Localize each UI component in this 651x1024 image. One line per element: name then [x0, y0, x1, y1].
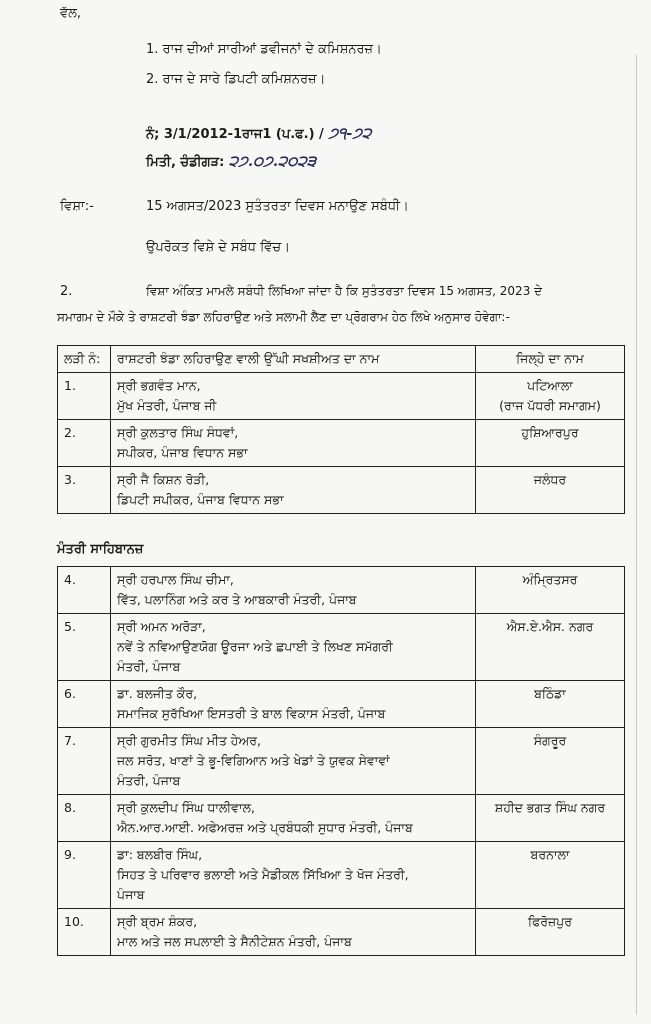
table-row — [58, 420, 625, 467]
row-serial: 10. — [58, 909, 111, 956]
row-district: ਫਿਰੋਜ਼ਪੁਰ — [476, 909, 625, 956]
table-row — [58, 728, 625, 795]
row-serial: 4. — [58, 567, 111, 614]
header-serial: ਲੜੀ ਨੰ: — [58, 346, 111, 373]
row-district: ਹੁਸ਼ਿਆਰਪੁਰ — [476, 420, 625, 467]
reference-number-printed: ਨੰ; 3/1/2012-1ਰਾਜ1 (ਪ.ਫ.) / — [146, 127, 324, 142]
row-name: ਡਾ. ਬਲਜੀਤ ਕੌਰ, — [117, 686, 198, 701]
row-name: ਸ੍ਰੀ ਕੁਲਤਾਰ ਸਿੰਘ ਸੰਧਵਾਂ, — [117, 425, 239, 440]
header-district: ਜਿਲ੍ਹੇ ਦਾ ਨਾਮ — [476, 346, 625, 373]
row-personality — [111, 842, 476, 909]
row-district-name: ਪਟਿਆਲਾ — [527, 378, 573, 393]
row-district: ਅੰਮ੍ਰਿਤਸਰ — [476, 567, 625, 614]
row-personality — [111, 373, 476, 420]
table-row — [58, 842, 625, 909]
row-title: ਮਾਲ ਅਤੇ ਜਲ ਸਪਲਾਈ ਤੇ ਸੈਨੀਟੇਸ਼ਨ ਮੰਤਰੀ, ਪੰਜਾਬ — [117, 934, 352, 949]
row-title: ਮੁੱਖ ਮੰਤਰੀ, ਪੰਜਾਬ ਜੀ — [117, 398, 217, 413]
row-title: ਵਿੱਤ, ਪਲਾਨਿੰਗ ਅਤੇ ਕਰ ਤੇ ਆਬਕਾਰੀ ਮੰਤਰੀ, ਪੰਜਾਬ — [117, 592, 357, 607]
table-row — [58, 681, 625, 728]
row-serial: 6. — [58, 681, 111, 728]
row-name: ਸ੍ਰੀ ਭਗਵੰਤ ਮਾਨ, — [117, 378, 201, 393]
row-name: ਸ੍ਰੀ ਬ੍ਰਮ ਸ਼ੰਕਰ, — [117, 914, 198, 929]
date-line — [146, 152, 316, 170]
table-row — [58, 373, 625, 420]
header-personality: ਰਾਸ਼ਟਰੀ ਝੰਡਾ ਲਹਿਰਾਉਣ ਵਾਲੀ ਉੱਘੀ ਸਖਸ਼ੀਅਤ ਦਾ ਨਾਮ — [111, 346, 476, 373]
page-edge-line — [636, 55, 637, 1015]
date-printed: ਮਿਤੀ, ਚੰਡੀਗੜ: — [146, 155, 225, 170]
row-serial: 5. — [58, 614, 111, 681]
row-personality — [111, 567, 476, 614]
row-title: ਜਲ ਸਰੋਤ, ਖਾਣਾਂ ਤੇ ਭੂ-ਵਿਗਿਆਨ ਅਤੇ ਖੇਡਾਂ ਤੇ ਯੁਵਕ ਸੇਵਾਵਾਂ — [117, 753, 390, 768]
table-header-row — [58, 346, 625, 373]
subject-label: ਵਿਸ਼ਾ:- — [60, 199, 94, 214]
row-personality — [111, 728, 476, 795]
row-serial: 3. — [58, 467, 111, 514]
row-title-continued: ਮੰਤਰੀ, ਪੰਜਾਬ — [117, 659, 181, 674]
row-district: ਬਠਿੰਡਾ — [476, 681, 625, 728]
row-personality — [111, 795, 476, 842]
table-row — [58, 909, 625, 956]
row-title: ਸਿਹਤ ਤੇ ਪਰਿਵਾਰ ਭਲਾਈ ਅਤੇ ਮੈਡੀਕਲ ਸਿੱਖਿਆ ਤੇ ਖੋਜ ਮੰਤਰੀ, — [117, 867, 409, 882]
row-title-continued: ਮੰਤਰੀ, ਪੰਜਾਬ — [117, 773, 181, 788]
paragraph-line-1: ਵਿਸ਼ਾ ਅੰਕਿਤ ਮਾਮਲੇ ਸਬੰਧੀ ਲਿਖਿਆ ਜਾਂਦਾ ਹੈ ਕਿ ਸੁਤੰਤਰਤਾ ਦਿਵਸ 15 ਅਗਸਤ, 2023 ਦੇ — [146, 284, 543, 298]
row-personality — [111, 420, 476, 467]
row-district — [476, 373, 625, 420]
row-personality — [111, 467, 476, 514]
subject-text: 15 ਅਗਸਤ/2023 ਸੁਤੰਤਰਤਾ ਦਿਵਸ ਮਨਾਉਣ ਸਬੰਧੀ। — [146, 199, 409, 214]
row-title: ਸਮਾਜਿਕ ਸੁਰੱਖਿਆ ਇਸਤਰੀ ਤੇ ਬਾਲ ਵਿਕਾਸ ਮੰਤਰੀ, ਪੰਜਾਬ — [117, 706, 386, 721]
recipient-1: 1. ਰਾਜ ਦੀਆਂ ਸਾਰੀਆਂ ਡਵੀਜਨਾਂ ਦੇ ਕਮਿਸ਼ਨਰਜ਼। — [146, 42, 382, 57]
row-serial: 2. — [58, 420, 111, 467]
program-table-ministers — [57, 566, 625, 956]
reference-line: ਉਪਰੋਕਤ ਵਿਸ਼ੇ ਦੇ ਸਬੰਧ ਵਿੱਚ। — [146, 240, 290, 255]
paragraph-line-2: ਸਮਾਗਮ ਦੇ ਮੌਕੇ ਤੇ ਰਾਸ਼ਟਰੀ ਝੰਡਾ ਲਹਿਰਾਉਣ ਅਤੇ ਸਲਾਮੀ ਲੈਣ ਦਾ ਪ੍ਰੋਗਰਾਮ ਹੇਠ ਲਿਖੇ ਅਨੁਸਾਰ ਹੋਵੇਗਾ:- — [57, 310, 510, 324]
salutation: ਵੱਲ, — [60, 6, 82, 21]
row-personality — [111, 909, 476, 956]
row-name: ਸ੍ਰੀ ਅਮਨ ਅਰੋੜਾ, — [117, 619, 206, 634]
row-district: ਬਰਨਾਲਾ — [476, 842, 625, 909]
row-name: ਡਾ: ਬਲਬੀਰ ਸਿੰਘ, — [117, 847, 203, 862]
row-title: ਸਪੀਕਰ, ਪੰਜਾਬ ਵਿਧਾਨ ਸਭਾ — [117, 445, 248, 460]
row-district-note: (ਰਾਜ ਪੱਧਰੀ ਸਮਾਗਮ) — [499, 398, 601, 413]
recipient-2: 2. ਰਾਜ ਦੇ ਸਾਰੇ ਡਿਪਟੀ ਕਮਿਸ਼ਨਰਜ਼। — [146, 72, 326, 87]
row-serial: 9. — [58, 842, 111, 909]
row-serial: 1. — [58, 373, 111, 420]
row-district: ਸ਼ਹੀਦ ਭਗਤ ਸਿੰਘ ਨਗਰ — [476, 795, 625, 842]
row-district: ਜਲੰਧਰ — [476, 467, 625, 514]
row-serial: 7. — [58, 728, 111, 795]
table-row — [58, 467, 625, 514]
program-table-top — [57, 345, 625, 514]
reference-number-handwritten: ੭੧-੭੨ — [328, 124, 372, 142]
row-personality — [111, 614, 476, 681]
row-district: ਐਸ.ਏ.ਐਸ. ਨਗਰ — [476, 614, 625, 681]
row-name: ਸ੍ਰੀ ਕੁਲਦੀਪ ਸਿੰਘ ਧਾਲੀਵਾਲ, — [117, 800, 255, 815]
section-heading-ministers: ਮੰਤਰੀ ਸਾਹਿਬਾਨਜ਼ — [57, 542, 144, 557]
paragraph-number: 2. — [60, 284, 73, 299]
row-district: ਸੰਗਰੂਰ — [476, 728, 625, 795]
row-name: ਸ੍ਰੀ ਗੁਰਮੀਤ ਸਿੰਘ ਮੀਤ ਹੇਅਰ, — [117, 733, 261, 748]
row-name: ਸ੍ਰੀ ਹਰਪਾਲ ਸਿੰਘ ਚੀਮਾ, — [117, 572, 234, 587]
table-row — [58, 795, 625, 842]
date-handwritten: ੨੭.੦੭.੨੦੨੩ — [228, 152, 317, 170]
row-name: ਸ੍ਰੀ ਜੈ ਕਿਸ਼ਨ ਰੋੜੀ, — [117, 472, 210, 487]
row-title: ਨਵੇਂ ਤੇ ਨਵਿਆਉਣਯੋਗ ਊਰਜਾ ਅਤੇ ਛਪਾਈ ਤੇ ਲਿਖਣ ਸਮੱਗਰੀ — [117, 639, 393, 654]
row-title-continued: ਪੰਜਾਬ — [117, 887, 145, 902]
row-personality — [111, 681, 476, 728]
row-title: ਡਿਪਟੀ ਸਪੀਕਰ, ਪੰਜਾਬ ਵਿਧਾਨ ਸਭਾ — [117, 492, 284, 507]
table-row — [58, 614, 625, 681]
row-serial: 8. — [58, 795, 111, 842]
table-row — [58, 567, 625, 614]
reference-number — [146, 124, 371, 142]
row-title: ਐਨ.ਆਰ.ਆਈ. ਅਫੇਅਰਜ਼ ਅਤੇ ਪ੍ਰਬੰਧਕੀ ਸੁਧਾਰ ਮੰਤਰੀ, ਪੰਜਾਬ — [117, 820, 413, 835]
